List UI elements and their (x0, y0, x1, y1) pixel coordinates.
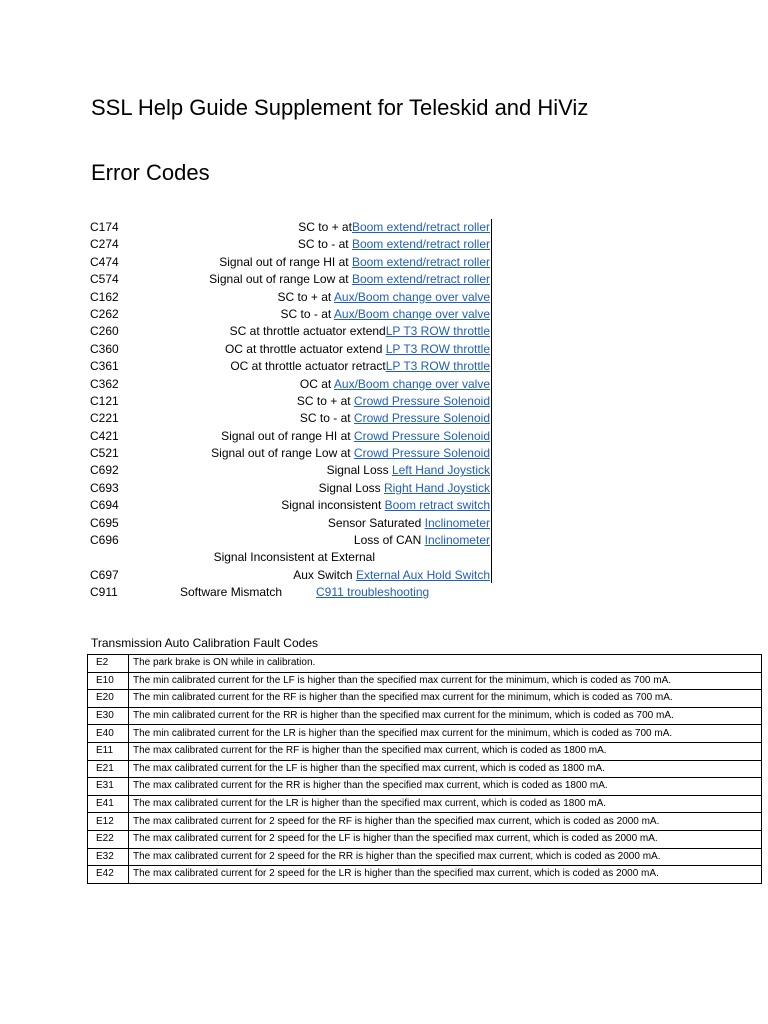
table-row (88, 742, 762, 760)
fault-code: E21 (88, 760, 129, 778)
troubleshooting-link[interactable]: Crowd Pressure Solenoid (353, 411, 490, 426)
fault-description: The min calibrated current for the RF is higher than the specified max current for the minimum, which is coded as 700 mA. (129, 690, 762, 708)
error-description: SC to + at (277, 289, 334, 304)
table-row (88, 830, 762, 848)
table-row (88, 707, 762, 725)
error-description: OC at throttle actuator retract (230, 359, 386, 374)
error-description: Aux Switch (293, 567, 356, 582)
table-row (88, 725, 762, 743)
fault-code: E30 (88, 707, 129, 725)
error-code-row (90, 219, 520, 236)
troubleshooting-link[interactable]: Boom extend/retract roller (351, 254, 490, 269)
error-description: SC at throttle actuator extend (229, 324, 386, 339)
troubleshooting-link[interactable]: Boom retract switch (384, 498, 490, 513)
fault-code: E10 (88, 672, 129, 690)
error-code-row (90, 393, 520, 410)
error-code-row (90, 289, 520, 306)
troubleshooting-link[interactable]: Inclinometer (424, 515, 490, 530)
error-code-row (90, 358, 520, 375)
fault-code: E31 (88, 778, 129, 796)
error-code: C695 (90, 515, 119, 530)
fault-code: E40 (88, 725, 129, 743)
troubleshooting-link[interactable]: LP T3 ROW throttle (385, 324, 490, 339)
error-code-row (90, 323, 520, 340)
error-code: C693 (90, 480, 119, 495)
error-code-row (90, 462, 520, 479)
error-code: C162 (90, 289, 119, 304)
error-description: Sensor Saturated (327, 515, 425, 530)
troubleshooting-link[interactable]: Boom extend/retract roller (351, 237, 490, 252)
table-row (88, 760, 762, 778)
troubleshooting-link[interactable]: Aux/Boom change over valve (333, 306, 490, 321)
error-description: Signal out of range HI at (221, 428, 354, 443)
error-code-row (90, 584, 520, 601)
error-description: Signal inconsistent (281, 498, 385, 513)
fault-description: The max calibrated current for the RR is higher than the specified max current, which is coded as 1800 mA. (129, 778, 762, 796)
error-description: Signal Loss (326, 463, 392, 478)
error-code: C474 (90, 254, 119, 269)
fault-description: The max calibrated current for 2 speed for the LR is higher than the specified max current, which is coded as 2000 mA. (129, 866, 762, 884)
section-title-error-codes: Error Codes (91, 160, 210, 185)
fault-description: The max calibrated current for the LF is higher than the specified max current, which is coded as 1800 mA. (129, 760, 762, 778)
error-description: SC to - at (280, 306, 334, 321)
fault-code: E41 (88, 795, 129, 813)
error-code: C697 (90, 567, 119, 582)
fault-description: The max calibrated current for 2 speed for the RF is higher than the specified max current, which is coded as 2000 mA. (129, 813, 762, 831)
fault-code: E32 (88, 848, 129, 866)
fault-code: E42 (88, 866, 129, 884)
error-code: C262 (90, 306, 119, 321)
error-code: C221 (90, 411, 119, 426)
table-row (88, 672, 762, 690)
fault-code: E11 (88, 742, 129, 760)
error-code-row (90, 445, 520, 462)
error-description: SC to - at (297, 237, 352, 252)
error-code-row (90, 271, 520, 288)
fault-description: The park brake is ON while in calibration. (129, 655, 762, 673)
error-code: C696 (90, 533, 119, 548)
troubleshooting-link[interactable]: Left Hand Joystick (391, 463, 490, 478)
fault-description: The max calibrated current for the RF is higher than the specified max current, which is coded as 1800 mA. (129, 742, 762, 760)
error-code: C361 (90, 359, 119, 374)
error-description: SC to + at (296, 393, 354, 408)
table-row (88, 795, 762, 813)
troubleshooting-link[interactable]: Boom extend/retract roller (351, 220, 490, 234)
error-description: OC at (299, 376, 334, 391)
error-code-row (90, 567, 520, 584)
table-row (88, 813, 762, 831)
error-code: C421 (90, 428, 119, 443)
troubleshooting-link[interactable]: Aux/Boom change over valve (333, 376, 490, 391)
error-code-row (90, 428, 520, 445)
troubleshooting-link[interactable]: External Aux Hold Switch (355, 567, 490, 582)
error-code: C121 (90, 393, 119, 408)
error-code-list (90, 219, 520, 602)
table-row (88, 655, 762, 673)
fault-code: E20 (88, 690, 129, 708)
fault-code-table (87, 654, 762, 884)
error-description: SC to + at (298, 220, 352, 234)
error-description: OC at throttle actuator extend (224, 341, 386, 356)
error-description: Software Mismatch (180, 585, 283, 600)
error-code-row (90, 480, 520, 497)
error-code: C574 (90, 272, 119, 287)
error-code-row (90, 532, 520, 549)
error-description: Signal out of range Low at (211, 446, 354, 461)
fault-description: The max calibrated current for the LR is higher than the specified max current, which is coded as 1800 mA. (129, 795, 762, 813)
fault-description: The min calibrated current for the LR is higher than the specified max current for the minimum, which is coded as 700 mA. (129, 725, 762, 743)
table-row (88, 848, 762, 866)
troubleshooting-link[interactable]: Inclinometer (424, 533, 490, 548)
table-row (88, 778, 762, 796)
table-row (88, 690, 762, 708)
troubleshooting-link[interactable]: LP T3 ROW throttle (385, 359, 490, 374)
error-description: SC to - at (299, 411, 354, 426)
fault-description: The min calibrated current for the RR is higher than the specified max current for the minimum, which is coded as 700 mA. (129, 707, 762, 725)
troubleshooting-link[interactable]: LP T3 ROW throttle (385, 341, 490, 356)
fault-code: E22 (88, 830, 129, 848)
error-description: Signal out of range HI at (219, 254, 352, 269)
page-title: SSL Help Guide Supplement for Teleskid and HiViz (91, 95, 589, 120)
error-description: Signal Inconsistent at External (213, 550, 375, 565)
error-code: C521 (90, 446, 119, 461)
error-code-row (90, 410, 520, 427)
troubleshooting-link[interactable]: C911 troubleshooting (316, 585, 430, 600)
fault-description: The max calibrated current for 2 speed for the RR is higher than the specified max current, which is coded as 2000 mA. (129, 848, 762, 866)
error-code-row (90, 254, 520, 271)
error-code: C692 (90, 463, 119, 478)
troubleshooting-link[interactable]: Crowd Pressure Solenoid (353, 446, 490, 461)
section-title-fault-codes: Transmission Auto Calibration Fault Codes (91, 636, 318, 650)
error-code-row (90, 341, 520, 358)
error-code-row (90, 236, 520, 253)
error-code-row (90, 515, 520, 532)
troubleshooting-link[interactable]: Crowd Pressure Solenoid (353, 428, 490, 443)
fault-description: The max calibrated current for 2 speed for the LF is higher than the specified max current, which is coded as 2000 mA. (129, 830, 762, 848)
error-description: Signal Loss (318, 480, 384, 495)
troubleshooting-link[interactable]: Right Hand Joystick (383, 480, 490, 495)
troubleshooting-link[interactable]: Aux/Boom change over valve (333, 289, 490, 304)
table-row (88, 866, 762, 884)
error-code: C360 (90, 341, 119, 356)
error-code: C911 (90, 585, 118, 600)
troubleshooting-link[interactable]: Crowd Pressure Solenoid (353, 393, 490, 408)
error-code-row (90, 376, 520, 393)
error-code-row (90, 497, 520, 514)
error-description: Signal out of range Low at (209, 272, 352, 287)
error-code: C260 (90, 324, 119, 339)
error-code-row (90, 306, 520, 323)
fault-code: E2 (88, 655, 129, 673)
error-description: Loss of CAN (353, 533, 425, 548)
troubleshooting-link[interactable]: Boom extend/retract roller (351, 272, 490, 287)
fault-description: The min calibrated current for the LF is higher than the specified max current for the minimum, which is coded as 700 mA. (129, 672, 762, 690)
error-code-row (90, 549, 520, 566)
error-code: C174 (90, 220, 119, 234)
error-code: C694 (90, 498, 119, 513)
error-code: C274 (90, 237, 119, 252)
error-code: C362 (90, 376, 119, 391)
fault-code: E12 (88, 813, 129, 831)
